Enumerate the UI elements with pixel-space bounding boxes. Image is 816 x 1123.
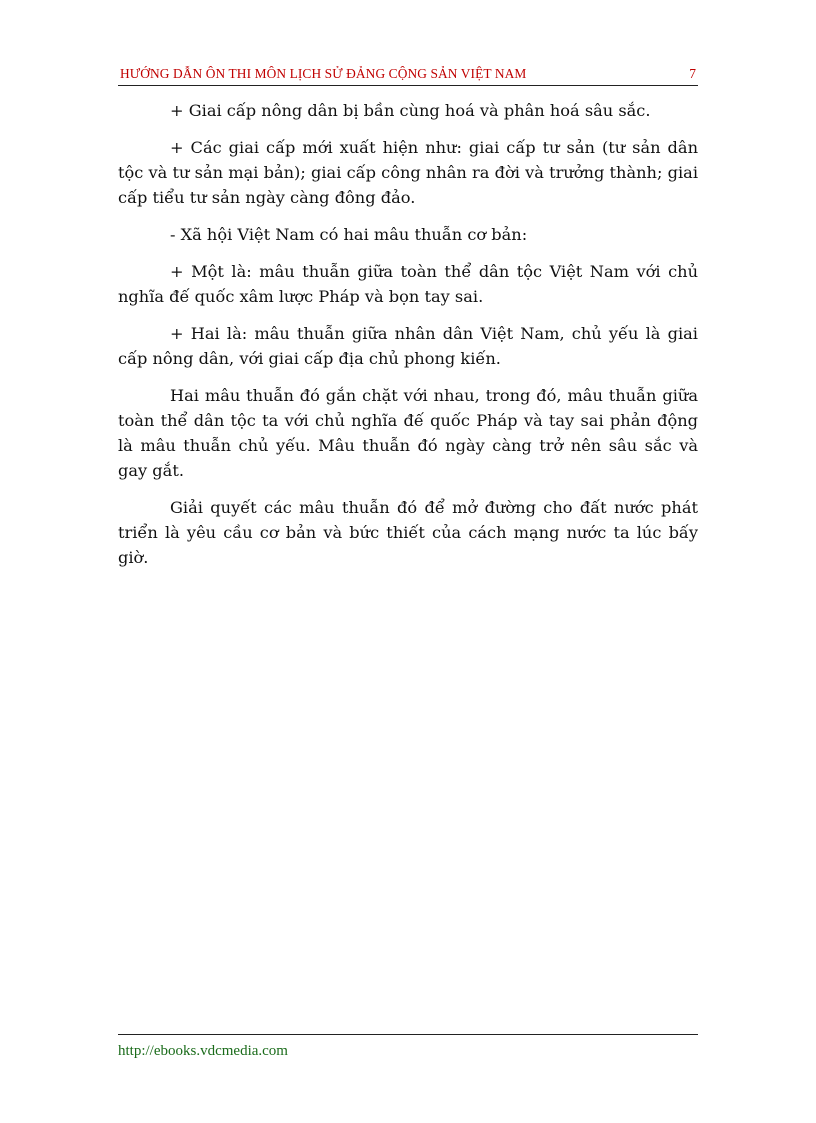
page-header: [118, 64, 698, 86]
header-title: HƯỚNG DẪN ÔN THI MÔN LỊCH SỬ ĐẢNG CỘNG SẢN VIỆT NAM: [120, 66, 527, 81]
paragraph: - Xã hội Việt Nam có hai mâu thuẫn cơ bản:: [170, 225, 528, 244]
page-number: 7: [689, 66, 696, 81]
footer-divider: [118, 1034, 698, 1035]
paragraph: Giải quyết các mâu thuẫn đó để mở đường cho đất nước phát triển là yêu cầu cơ bản và bức thiết của cách mạng nước ta lúc bấy giờ.: [118, 498, 698, 567]
document-body: [118, 98, 698, 582]
paragraph: + Hai là: mâu thuẫn giữa nhân dân Việt Nam, chủ yếu là giai cấp nông dân, với giai cấp địa chủ phong kiến.: [118, 324, 698, 368]
paragraph: + Giai cấp nông dân bị bần cùng hoá và phân hoá sâu sắc.: [170, 101, 651, 120]
footer-link[interactable]: http://ebooks.vdcmedia.com: [118, 1043, 288, 1059]
paragraph: Hai mâu thuẫn đó gắn chặt với nhau, trong đó, mâu thuẫn giữa toàn thể dân tộc ta với chủ nghĩa đế quốc Pháp và tay sai phản động là mâu thuẫn chủ yếu. Mâu thuẫn đó ngày càng trở nên sâu sắc và gay gắt.: [118, 386, 698, 480]
paragraph: + Các giai cấp mới xuất hiện như: giai cấp tư sản (tư sản dân tộc và tư sản mại bản); giai cấp công nhân ra đời và trưởng thành; giai cấp tiểu tư sản ngày càng đông đảo.: [118, 138, 698, 207]
paragraph: + Một là: mâu thuẫn giữa toàn thể dân tộc Việt Nam với chủ nghĩa đế quốc xâm lược Pháp và bọn tay sai.: [118, 262, 698, 306]
